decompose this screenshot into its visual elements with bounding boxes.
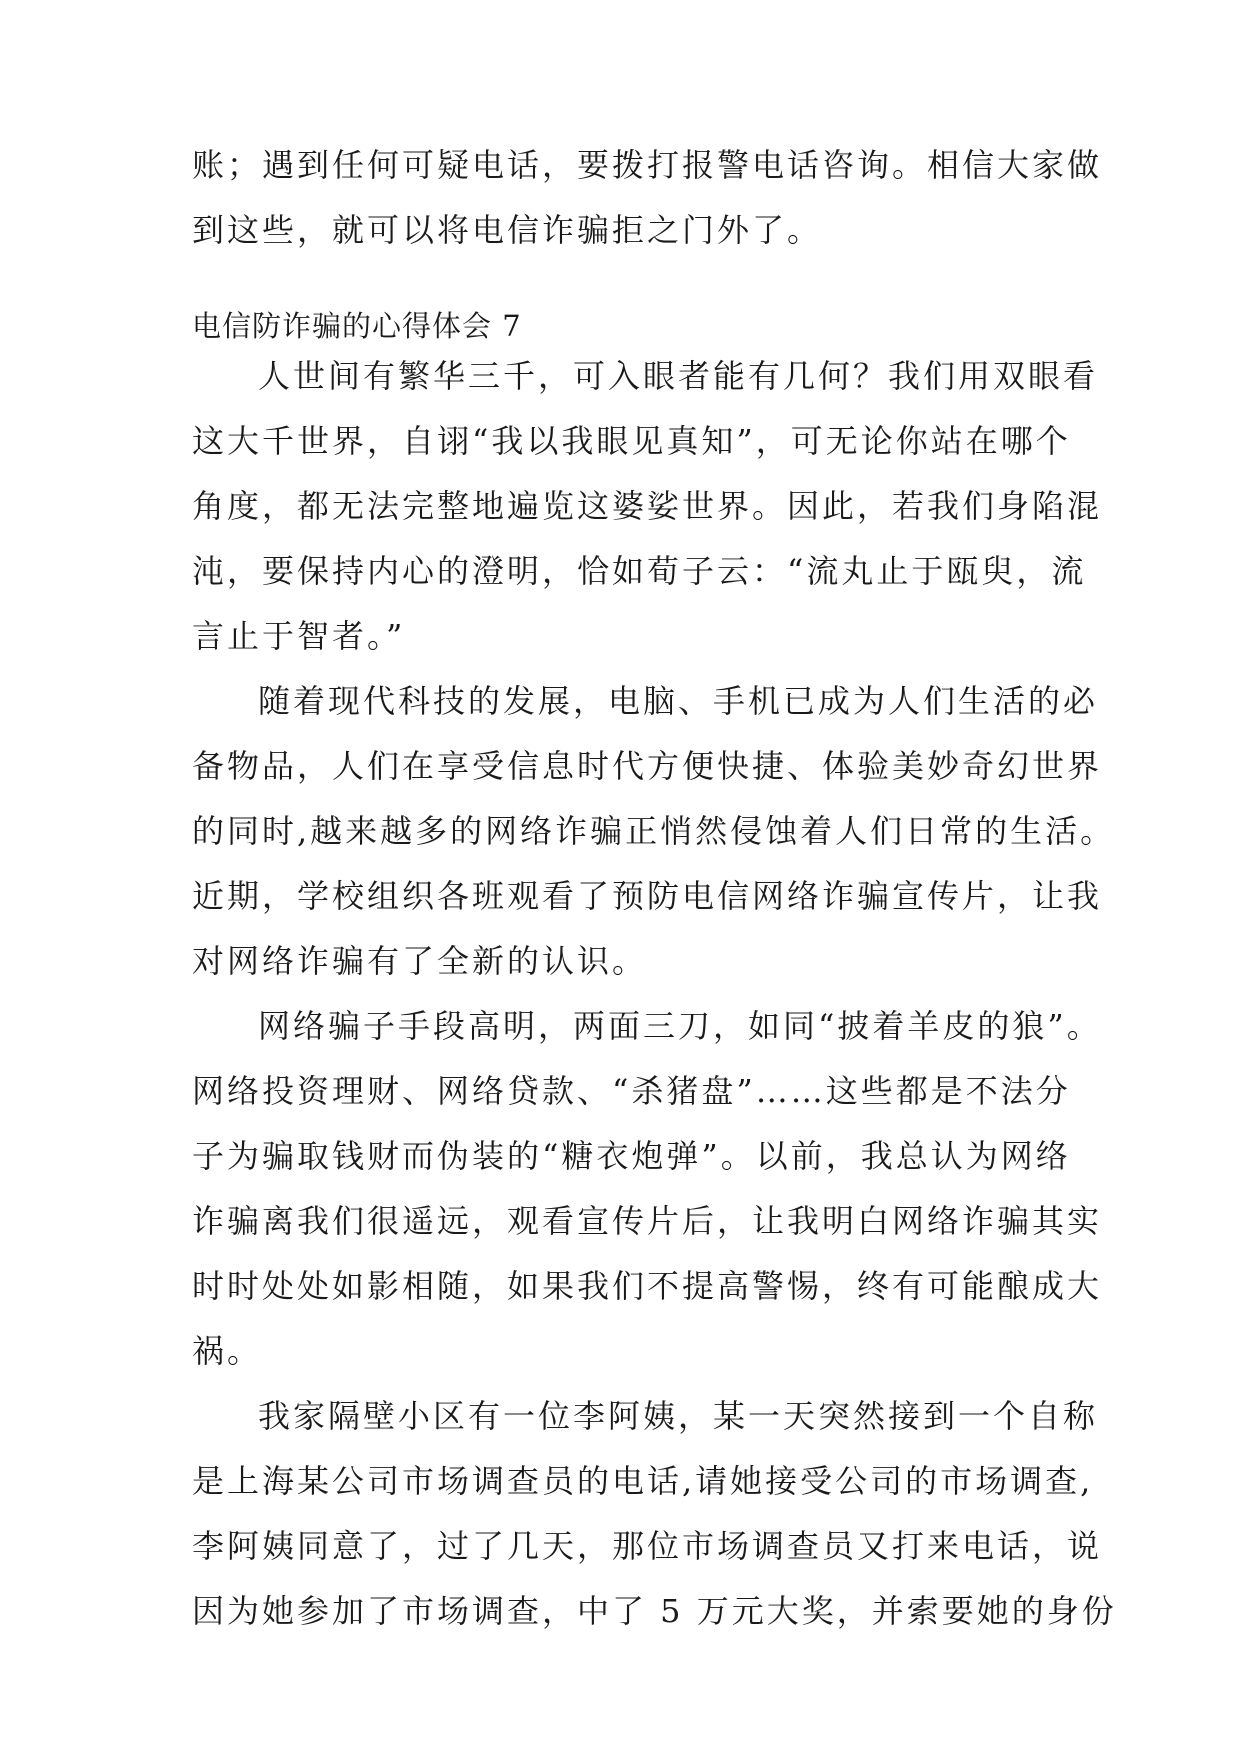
text-line: 随着现代科技的发展，电脑、手机已成为人们生活的必 bbox=[258, 682, 1099, 720]
text-line: 这大千世界，自诩“我以我眼见真知”，可无论你站在哪个 bbox=[192, 422, 1071, 460]
text-line: 人世间有繁华三千，可入眼者能有几何？我们用双眼看 bbox=[258, 357, 1099, 395]
text-line: 子为骗取钱财而伪装的“糖衣炮弹”。以前，我总认为网络 bbox=[192, 1137, 1071, 1175]
text-line: 是上海某公司市场调查员的电话,请她接受公司的市场调查, bbox=[192, 1462, 1094, 1500]
paragraph-1 bbox=[192, 344, 1103, 669]
text-line: 到这些，就可以将电信诈骗拒之门外了。 bbox=[192, 211, 823, 249]
text-line: 网络骗子手段高明，两面三刀，如同“披着羊皮的狼”。 bbox=[258, 1007, 1102, 1045]
text-line: 李阿姨同意了，过了几天，那位市场调查员又打来电话，说 bbox=[192, 1527, 1103, 1565]
text-line: 时时处处如影相随，如果我们不提高警惕，终有可能酿成大 bbox=[192, 1267, 1103, 1305]
text-line: 网络投资理财、网络贷款、“杀猪盘”……这些都是不法分 bbox=[192, 1072, 1071, 1110]
paragraph-4 bbox=[192, 1384, 1117, 1644]
text-line: 近期，学校组织各班观看了预防电信网络诈骗宣传片，让我 bbox=[192, 877, 1103, 915]
text-line: 言止于智者。” bbox=[192, 617, 406, 655]
paragraph-3 bbox=[192, 994, 1103, 1384]
text-line: 角度，都无法完整地遍览这婆娑世界。因此，若我们身陷混 bbox=[192, 487, 1103, 525]
text-line: 账；遇到任何可疑电话，要拨打报警电话咨询。相信大家做 bbox=[192, 146, 1103, 184]
section-title bbox=[192, 306, 1062, 346]
text-line: 沌，要保持内心的澄明，恰如荀子云：“流丸止于瓯臾，流 bbox=[192, 552, 1087, 590]
continuation-text bbox=[192, 133, 1103, 263]
section-heading: 电信防诈骗的心得体会 7 bbox=[192, 309, 522, 343]
paragraph-2 bbox=[192, 669, 1116, 994]
text-line: 因为她参加了市场调查，中了 5 万元大奖，并索要她的身份 bbox=[192, 1592, 1117, 1630]
text-line: 备物品，人们在享受信息时代方便快捷、体验美妙奇幻世界 bbox=[192, 747, 1103, 785]
text-line: 诈骗离我们很遥远，观看宣传片后，让我明白网络诈骗其实 bbox=[192, 1202, 1103, 1240]
text-line: 我家隔壁小区有一位李阿姨，某一天突然接到一个自称 bbox=[258, 1397, 1099, 1435]
text-line: 对网络诈骗有了全新的认识。 bbox=[192, 942, 648, 980]
text-line: 的同时,越来越多的网络诈骗正悄然侵蚀着人们日常的生活。 bbox=[192, 812, 1116, 850]
text-line: 祸。 bbox=[192, 1332, 263, 1370]
